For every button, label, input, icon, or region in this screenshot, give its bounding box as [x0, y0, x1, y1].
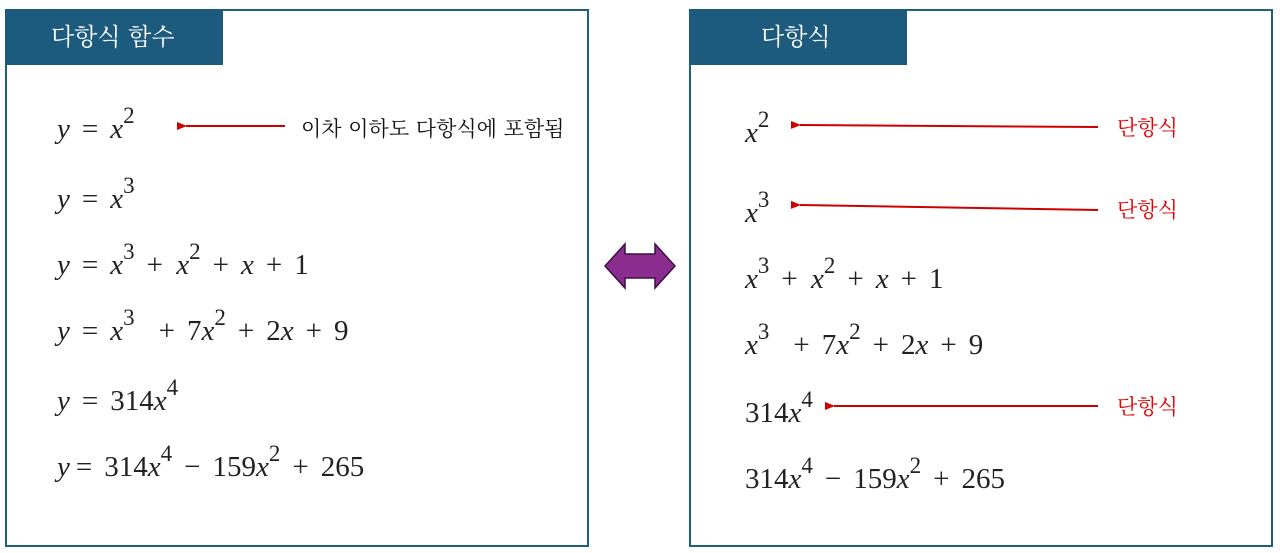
expression-x2: $x^2$	[745, 107, 770, 149]
monomial-label: 단항식	[1117, 198, 1178, 222]
panel-title: 다항식 함수	[5, 9, 223, 65]
expression-cubic-sum: $x^3 + x^2 + x + 1$	[745, 253, 944, 295]
panel-title: 다항식	[689, 9, 907, 65]
monomial-arrow	[800, 205, 1098, 210]
monomial-label: 단항식	[1117, 395, 1178, 419]
monomial-arrow	[800, 125, 1098, 127]
equation-y-x3: $y = x^3$	[57, 173, 135, 215]
expression-x3: $x^3$	[745, 187, 770, 229]
expression-314x4: $314x^4$	[745, 387, 813, 429]
monomial-label: 단항식	[1117, 116, 1178, 140]
expression-cubic-coeffs: $x^3 + 7x^2 + 2x + 9$	[745, 319, 984, 361]
double-arrow-icon	[605, 244, 675, 288]
equation-y-314x4: $y = 314x^4$	[57, 375, 179, 417]
equation-y-cubic-coeffs: $y = x^3 + 7x^2 + 2x + 9$	[57, 305, 349, 347]
annotation-text: 이차 이하도 다항식에 포함됨	[301, 117, 565, 141]
equation-y-x2: $y = x^2$	[57, 103, 135, 145]
expression-quartic: $314x^4 - 159x^2 + 265$	[745, 453, 1005, 495]
equation-y-quartic: $y = 314x^4 - 159x^2 + 265$	[57, 441, 365, 483]
equation-y-cubic-sum: $y = x^3 + x^2 + x + 1$	[57, 239, 309, 281]
